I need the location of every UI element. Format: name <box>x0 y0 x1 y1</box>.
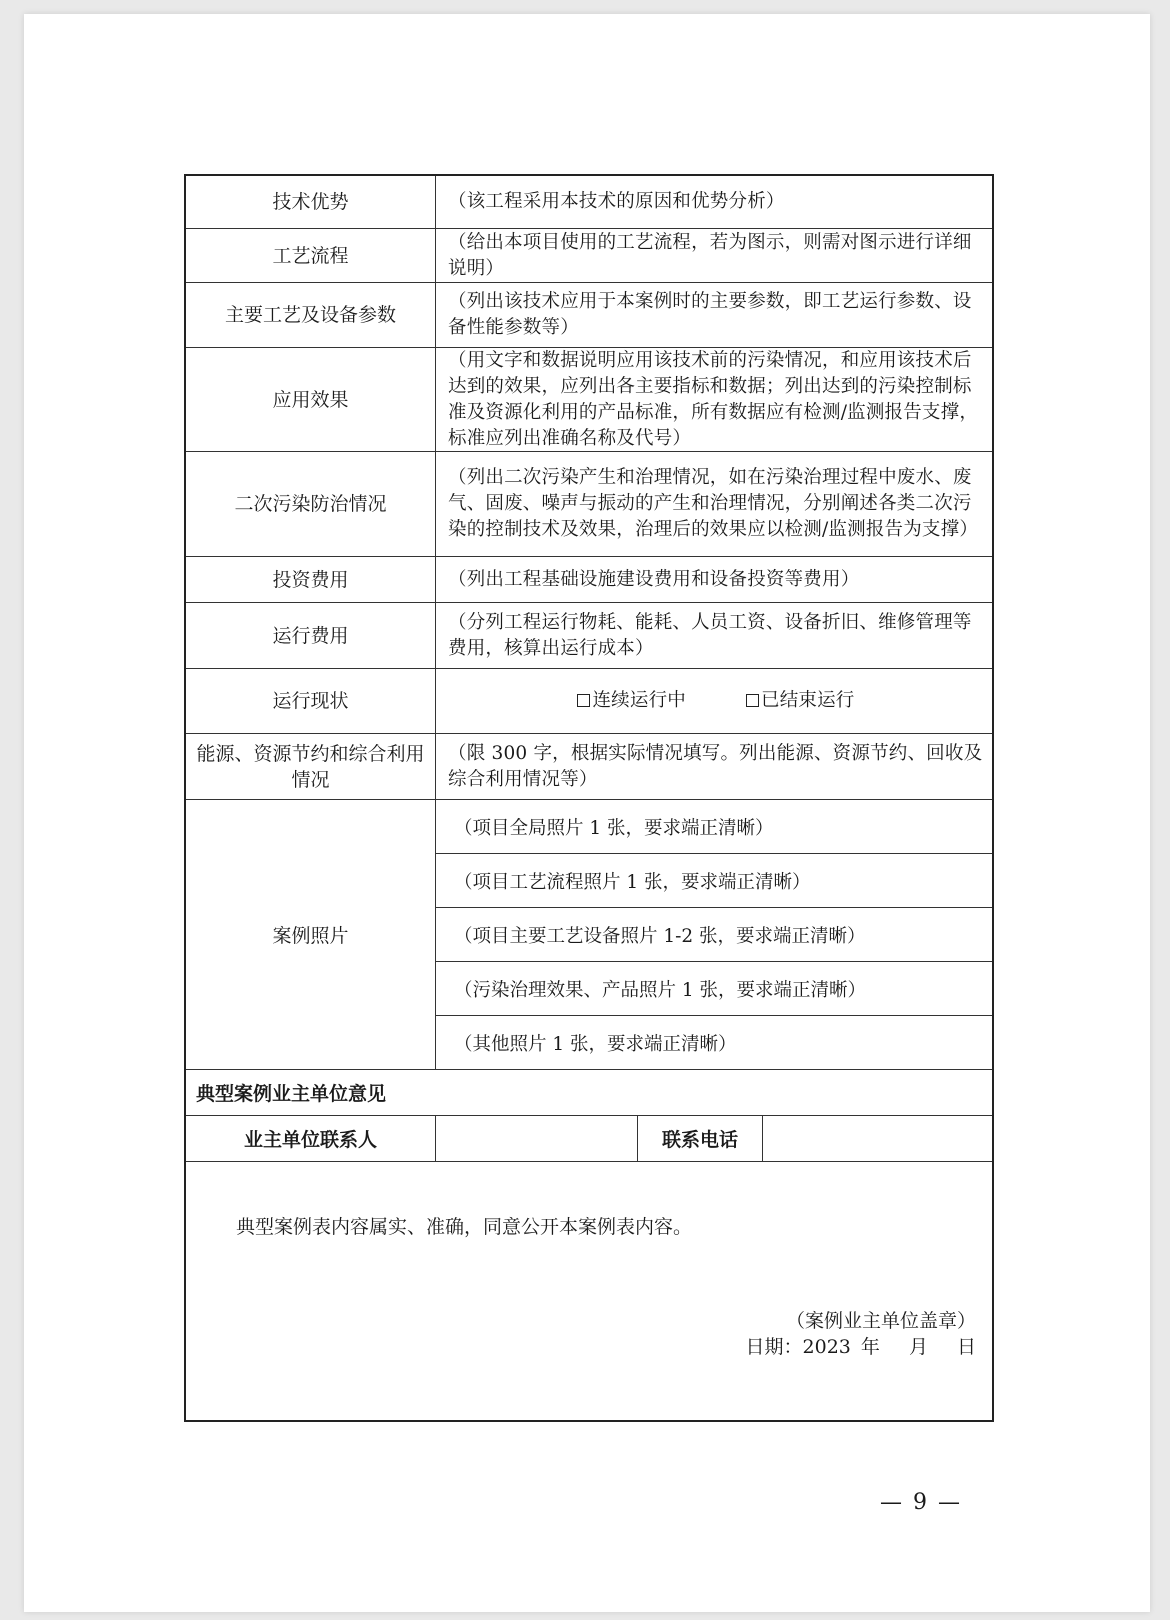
photo-item: （污染治理效果、产品照片 1 张，要求端正清晰） <box>436 962 992 1016</box>
row-operating-cost <box>186 603 992 669</box>
status-option-label: 连续运行中 <box>592 690 686 711</box>
row-owner-opinion-title <box>186 1070 992 1116</box>
page-number: — 9 — <box>880 1490 962 1515</box>
row-label: 主要工艺及设备参数 <box>186 283 436 347</box>
row-operating-status <box>186 669 992 734</box>
photo-item: （项目全局照片 1 张，要求端正清晰） <box>436 800 992 854</box>
row-secondary-pollution <box>186 452 992 557</box>
photo-item: （项目主要工艺设备照片 1-2 张，要求端正清晰） <box>436 908 992 962</box>
checkbox-running[interactable] <box>577 694 590 707</box>
row-label: 能源、资源节约和综合利用情况 <box>186 734 436 799</box>
contact-label: 业主单位联系人 <box>186 1116 436 1161</box>
photo-item: （项目工艺流程照片 1 张，要求端正清晰） <box>436 854 992 908</box>
row-content: （限 300 字，根据实际情况填写。列出能源、资源节约、回收及综合利用情况等） <box>448 742 983 790</box>
row-label: 运行费用 <box>186 603 436 668</box>
row-content: （给出本项目使用的工艺流程，若为图示，则需对图示进行详细说明） <box>448 231 972 279</box>
row-owner-contact <box>186 1116 992 1162</box>
checkbox-ended[interactable] <box>746 694 759 707</box>
row-process-parameters <box>186 283 992 348</box>
case-form-table <box>184 174 994 1422</box>
status-option-ended[interactable] <box>746 688 855 714</box>
photo-item: （其他照片 1 张，要求端正清晰） <box>454 1033 737 1055</box>
row-label: 二次污染防治情况 <box>186 452 436 556</box>
row-label: 技术优势 <box>186 176 436 228</box>
row-label: 应用效果 <box>186 348 436 451</box>
row-case-photos <box>186 800 992 1070</box>
row-content: （分列工程运行物耗、能耗、人员工资、设备折旧、维修管理等费用，核算出运行成本） <box>448 611 972 659</box>
row-tech-advantage <box>186 176 992 229</box>
status-options <box>436 669 992 733</box>
row-content: （列出该技术应用于本案例时的主要参数，即工艺运行参数、设备性能参数等） <box>448 291 972 338</box>
status-option-running[interactable] <box>577 688 686 714</box>
row-content: （列出二次污染产生和治理情况，如在污染治理过程中废水、废气、固废、噪声与振动的产生和治理情况，分别阐述各类二次污染的控制技术及效果，治理后的效果应以检测/监测报告为支撑） <box>448 467 979 540</box>
owner-opinion-body <box>186 1162 992 1420</box>
seal-note: （案例业主单位盖章） <box>785 1310 976 1332</box>
row-label: 案例照片 <box>186 800 436 1069</box>
row-label: 投资费用 <box>186 557 436 602</box>
row-content: （用文字和数据说明应用该技术前的污染情况，和应用该技术后达到的效果，应列出各主要指标和数据；列出达到的污染控制标准及资源化利用的产品标准，所有数据应有检测/监测报告支撑，标准应列出准确名称及代号） <box>448 349 979 449</box>
status-option-label: 已结束运行 <box>761 690 855 711</box>
opinion-statement: 典型案例表内容属实、准确，同意公开本案例表内容。 <box>236 1216 693 1238</box>
phone-label: 联系电话 <box>638 1116 763 1161</box>
phone-value[interactable] <box>763 1116 992 1161</box>
row-content: （该工程采用本技术的原因和优势分析） <box>448 191 785 212</box>
opinion-date: 日期：2023 年 月 日 <box>745 1336 976 1358</box>
row-label: 运行现状 <box>186 669 436 733</box>
row-content: （列出工程基础设施建设费用和设备投资等费用） <box>448 568 860 590</box>
row-application-effect <box>186 348 992 452</box>
row-label: 工艺流程 <box>186 229 436 282</box>
row-process-flow <box>186 229 992 283</box>
contact-value[interactable] <box>436 1116 638 1161</box>
row-investment-cost <box>186 557 992 603</box>
row-energy-saving <box>186 734 992 800</box>
opinion-title: 典型案例业主单位意见 <box>196 1083 387 1105</box>
